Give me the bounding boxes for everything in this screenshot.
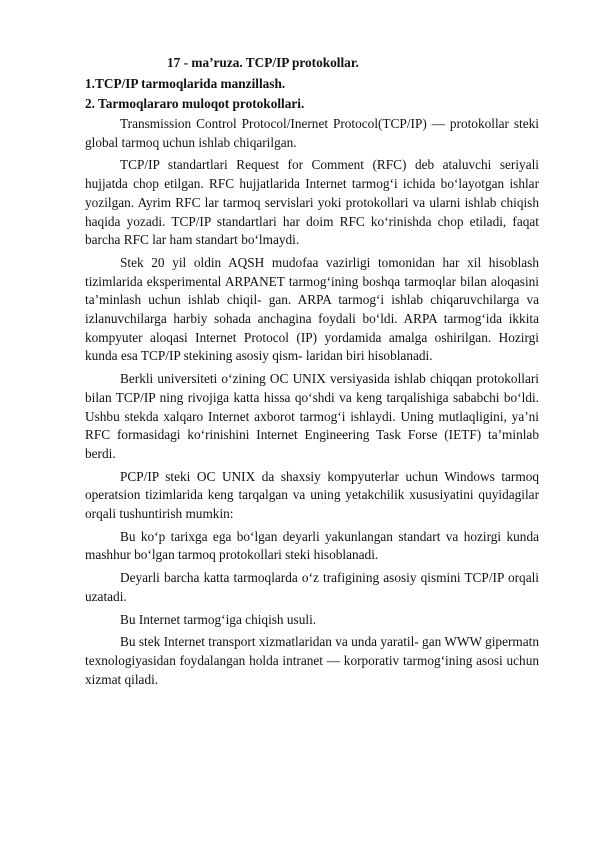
paragraph: Berkli universiteti o‘zining OC UNIX versiyasida ishlab chiqqan protokollari bilan TCP/IP ning rivojiga katta hissa qo‘shdi va keng tarqalishiga sababchi bo‘ldi. Ushbu stekda xalqaro Internet axborot tarmog‘i ishlaydi. Uning mutlaqligini, ya’ni RFC formasidagi ko‘rinishini Internet Engineering Task Forse (IETF) ta’minlab berdi. <box>85 371 539 461</box>
paragraph: TCP/IP standartlari Request for Comment (RFC) deb ataluvchi seriyali hujjatda chop etilgan. RFC hujjatlarida Internet tarmog‘i ichida bo‘layotgan ishlar yozilgan. Ayrim RFC lar tarmoq servislari yoki protokollari va ularni ishlab chiqish haqida yozadi. TCP/IP standartlari har doim RFC ko‘rinishda chop etiladi, faqat barcha RFC lar ham standart bo‘lmaydi. <box>85 157 539 248</box>
paragraph: Deyarli barcha katta tarmoqlarda o‘z trafigining asosiy qismini TCP/IP orqali uzatadi. <box>85 570 539 604</box>
paragraph: Bu ko‘p tarixga ega bo‘lgan deyarli yakunlangan standart va hozirgi kunda mashhur bo‘lgan tarmoq protokollari steki hisoblanadi. <box>85 528 539 563</box>
outline-item-1: 1.TCP/IP tarmoqlarida manzillash. <box>85 76 286 91</box>
lecture-title: 17 - ma’ruza. TCP/IP protokollar. <box>167 55 359 70</box>
paragraph: Bu Internet tarmog‘iga chiqish usuli. <box>120 611 317 627</box>
paragraph: PCP/IP steki OC UNIX da shaxsiy kompyuterlar uchun Windows tarmoq operatsion tizimlarida keng tarqalgan va uning yetakchilik xususiyatini quyidagilar orqali tushuntirish mumkin: <box>85 468 539 522</box>
paragraph: Transmission Control Protocol/Inernet Protocol(TCP/IP) — protokollar steki global tarmoq uchun ishlab chiqarilgan. <box>85 116 539 150</box>
paragraph: Bu stek Internet transport xizmatlaridan va unda yaratil- gan WWW gipermatn texnologiyasidan foydalangan holda intranet — korporativ tarmog‘ining asosi uchun xizmat qiladi. <box>85 634 539 687</box>
outline-item-2: 2. Tarmoqlararo muloqot protokollari. <box>85 96 305 111</box>
paragraph: Stek 20 yil oldin AQSH mudofaa vazirligi tomonidan har xil hisoblash tizimlarida eksperimental ARPANET tarmog‘ining boshqa tarmoqlar bilan aloqasini ta’minlash uchun ishlab chiqil- gan. ARPA tarmog‘i ishlab chiqaruvchilarga va izlanuvchilarga harbiy sohada anchagina foydali bo‘ldi. ARPA tarmog‘ida ikkita kompyuter aloqasi Internet Protocol (IP) yordamida amalga oshirilgan. Hozirgi kunda esa TCP/IP stekining asosiy qism- laridan biri hisoblanadi. <box>85 254 539 364</box>
